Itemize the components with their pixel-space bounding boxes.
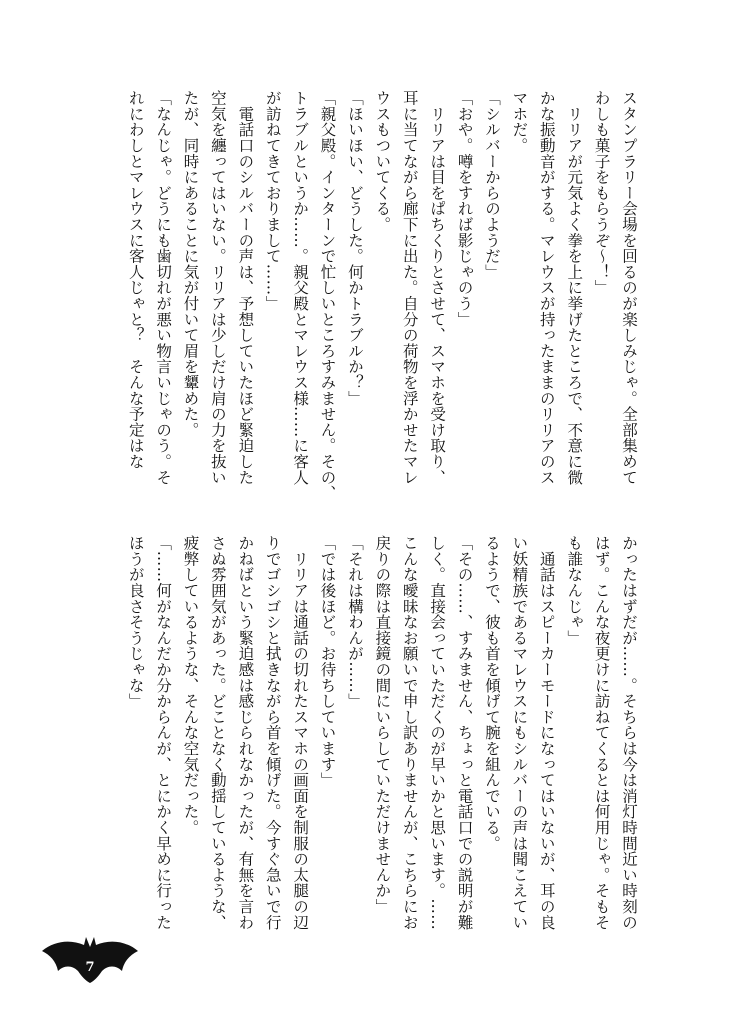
text-line: リリアは通話の切れたスマホの画面を制服の太腿の辺: [291, 535, 310, 930]
text-line: かな振動音がする。マレウスが持ったままのリリアのス: [537, 90, 556, 485]
text-line: こんな曖昧なお願いで申し訳ありませんが、こちらにお: [400, 535, 419, 930]
text-line: かねばという緊迫感は感じられなかったが、有無を言わ: [236, 535, 255, 930]
upper-text-block: [121, 90, 642, 510]
text-line: 「シルバーからのようだ」: [482, 90, 501, 280]
text-line: ウスもついてくる。: [373, 90, 392, 233]
text-line: たが、同時にあることに気が付いて眉を顰めた。: [181, 90, 200, 438]
text-line: トラブルというか……。親父殿とマレウス様……に客人: [291, 90, 310, 485]
text-line: ほうが良さそうじゃな」: [126, 535, 145, 709]
text-line: リリアが元気よく拳を上に挙げたところで、不意に微: [565, 90, 584, 485]
text-line: わしも菓子をもらうぞ〜！」: [592, 90, 611, 296]
text-line: 耳に当てながら廊下に出た。自分の荷物を浮かせたマレ: [400, 90, 419, 485]
text-line: 通話はスピーカーモードになってはいないが、耳の良: [537, 535, 556, 930]
text-line: りでゴシゴシと拭きながら首を傾げた。今すぐ急いで行: [263, 535, 282, 930]
text-line: はず。こんな夜更けに訪ねてくるとは何用じゃ。そもそ: [592, 535, 611, 930]
text-line: 「では後ほど。お待ちしています」: [318, 535, 337, 788]
text-line: しく。直接会っていただくのが早いかと思います。……: [428, 535, 447, 930]
text-line: 「……何がなんだか分からんが、とにかく早めに行った: [154, 535, 173, 930]
text-line: 電話口のシルバーの声は、予想していたほど緊迫した: [236, 90, 255, 485]
text-line: 「親父殿。インターンで忙しいところすみません。その、: [318, 90, 337, 501]
text-line: も誰なんじゃ」: [565, 535, 584, 646]
text-line: 「それは構わんが……」: [345, 535, 364, 709]
text-line: るようで、彼も首を傾げて腕を組んでいる。: [482, 535, 501, 851]
page-number: 7: [85, 960, 95, 975]
text-line: 疲弊しているような、そんな空気だった。: [181, 535, 200, 836]
text-line: 戻りの際は直接鏡の間にいらしていただけませんか」: [373, 535, 392, 915]
text-line: れにわしとマレウスに客人じゃと？ そんな予定はな: [126, 90, 145, 470]
text-line: さぬ雰囲気があった。どことなく動揺しているような、: [208, 535, 227, 930]
text-line: リリアは目をぱちくりとさせて、スマホを受け取り、: [428, 90, 447, 485]
text-line: マホだ。: [510, 90, 529, 154]
text-line: 空気を纏ってはいない。リリアは少しだけ肩の力を抜い: [208, 90, 227, 485]
text-line: 「おや。噂をすれば影じゃのう」: [455, 90, 474, 327]
text-line: 「ほいほい、どうした。何かトラブルか？」: [345, 90, 364, 406]
text-line: が訪ねてきておりまして……」: [263, 90, 282, 312]
bat-icon: [40, 925, 140, 987]
text-line: スタンプラリー会場を回るのが楽しみじゃ。全部集めて: [620, 90, 638, 485]
text-line: い妖精族であるマレウスにもシルバーの声は聞こえてい: [510, 535, 529, 930]
text-line: 「なんじゃ。どうにも歯切れが悪い物言いじゃのう。そ: [154, 90, 173, 485]
lower-text-block: [121, 535, 642, 930]
text-line: 「その……、すみません、ちょっと電話口での説明が難: [455, 535, 474, 930]
text-line: かったはずだが……。そちらは今は消灯時間近い時刻の: [620, 535, 638, 930]
